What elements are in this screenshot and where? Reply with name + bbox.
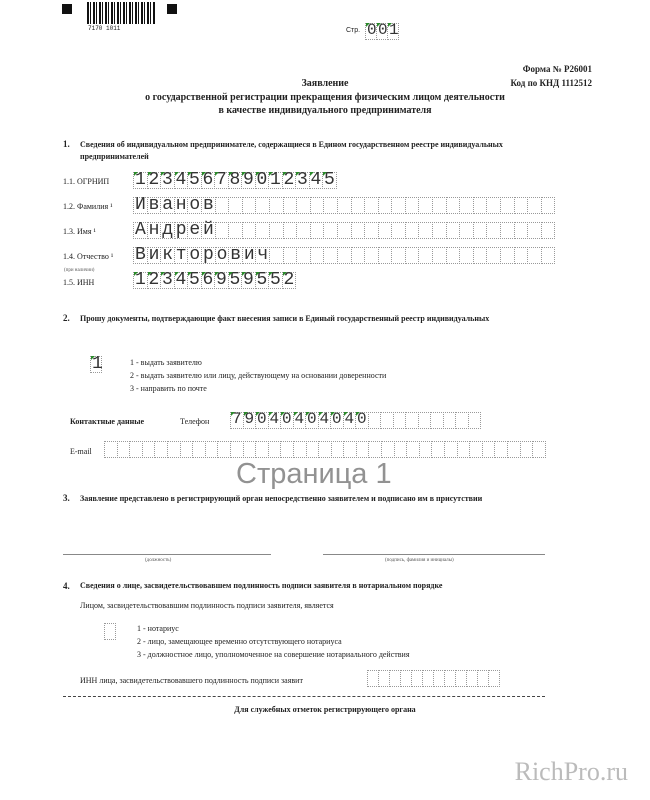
field-cell: [296, 197, 311, 214]
checkmark-icon: [188, 272, 192, 276]
name-field[interactable]: [133, 222, 554, 239]
doc-subtitle-2: в качестве индивидуального предпринимателя: [218, 105, 432, 116]
field-cell: [280, 441, 294, 458]
field-cell: [255, 222, 270, 239]
ogrnip-label: 1.1. ОГРНИП: [63, 177, 110, 186]
field-cell: [364, 247, 379, 264]
field-cell: [486, 247, 501, 264]
field-cell: [473, 197, 488, 214]
notary-inn-label: ИНН лица, засвидетельствовавшего подлинность подписи заявит: [80, 676, 303, 685]
field-cell: [443, 412, 457, 429]
section-2-number: 2.: [63, 313, 70, 323]
field-cell: [351, 247, 366, 264]
field-cell: [318, 441, 332, 458]
field-cell: [459, 197, 474, 214]
field-cell: [117, 441, 131, 458]
field-cell: [459, 247, 474, 264]
field-cell: [391, 247, 406, 264]
field-cell: [380, 412, 394, 429]
field-value: Андрей: [135, 220, 217, 240]
field-cell: [494, 441, 508, 458]
field-cell: [500, 222, 515, 239]
field-cell: [228, 222, 243, 239]
field-cell: [296, 247, 311, 264]
field-cell: [520, 441, 534, 458]
barcode: [87, 2, 155, 24]
checkmark-icon: [134, 272, 138, 276]
checkmark-icon: [202, 172, 206, 176]
checkmark-icon: [388, 23, 392, 27]
checkmark-icon: [148, 172, 152, 176]
delivery-option-3: 3 - направить по почте: [130, 384, 207, 393]
contacts-label: Контактные данные: [70, 417, 145, 426]
section-1-title: Сведения об индивидуальном предпринимателе, содержащиеся в Едином государственном реестре индивидуальных предпринимателей: [80, 140, 503, 161]
inn-field[interactable]: [133, 270, 298, 290]
checkmark-icon: [306, 412, 310, 416]
field-cell: [468, 412, 482, 429]
field-cell: [269, 247, 284, 264]
field-cell: [418, 412, 432, 429]
field-cell: [406, 441, 420, 458]
surname-label: 1.2. Фамилия ¹: [63, 202, 113, 211]
signature-line[interactable]: [323, 554, 545, 555]
section-3-title: Заявление представлено в регистрирующий орган непосредственно заявителем и подписано им в присутствии: [80, 494, 483, 503]
field-cell: [482, 441, 496, 458]
checkmark-icon: [148, 272, 152, 276]
field-cell: [541, 247, 556, 264]
checkmark-icon: [283, 272, 287, 276]
field-cell: [255, 197, 270, 214]
divider: [63, 696, 545, 697]
checkmark-icon: [377, 23, 381, 27]
field-cell: [459, 222, 474, 239]
checkmark-icon: [161, 172, 165, 176]
email-label: E-mail: [70, 447, 92, 456]
section-4-number: 4.: [63, 581, 70, 591]
field-cell: [527, 247, 542, 264]
field-cell: [337, 197, 352, 214]
field-cell: [243, 441, 257, 458]
delivery-option-2: 2 - выдать заявителю или лицу, действующему на основании доверенности: [130, 371, 387, 380]
field-cell: [351, 197, 366, 214]
checkmark-icon: [188, 172, 192, 176]
field-cell: [473, 222, 488, 239]
inn-label: 1.5. ИНН: [63, 278, 95, 287]
field-cell: [310, 247, 325, 264]
field-cell: [432, 247, 447, 264]
registration-mark: [62, 4, 72, 14]
field-cell: [393, 412, 407, 429]
field-cell: [283, 222, 298, 239]
position-caption: (должность): [145, 558, 172, 563]
field-cell: [432, 222, 447, 239]
checkmark-icon: [283, 172, 287, 176]
field-value: 1: [92, 354, 104, 374]
field-cell: [242, 222, 257, 239]
field-cell: [405, 222, 420, 239]
field-cell: [514, 222, 529, 239]
checkmark-icon: [269, 172, 273, 176]
field-cell: [378, 197, 393, 214]
field-cell: [104, 623, 116, 640]
field-cell: [180, 441, 194, 458]
field-cell: [532, 441, 546, 458]
position-line[interactable]: [63, 554, 271, 555]
field-cell: [368, 441, 382, 458]
field-cell: [364, 197, 379, 214]
field-cell: [323, 197, 338, 214]
checkmark-icon: [319, 412, 323, 416]
field-cell: [514, 197, 529, 214]
page-number-field[interactable]: [365, 21, 401, 40]
field-cell: [230, 441, 244, 458]
field-cell: [351, 222, 366, 239]
field-cell: [419, 441, 433, 458]
field-value: 123456789012345: [135, 170, 338, 190]
registration-mark: [167, 4, 177, 14]
field-cell: [500, 247, 515, 264]
field-cell: [473, 247, 488, 264]
field-cell: [310, 197, 325, 214]
field-cell: [486, 197, 501, 214]
field-cell: [293, 441, 307, 458]
checkmark-icon: [161, 272, 165, 276]
checkmark-icon: [175, 272, 179, 276]
field-cell: [167, 441, 181, 458]
checkmark-icon: [229, 272, 233, 276]
field-cell: [457, 441, 471, 458]
field-cell: [378, 222, 393, 239]
checkmark-icon: [281, 412, 285, 416]
doc-title: Заявление: [301, 78, 349, 89]
checkmark-icon: [331, 412, 335, 416]
checkmark-icon: [244, 412, 248, 416]
ogrnip-field[interactable]: [133, 172, 336, 189]
field-cell: [527, 197, 542, 214]
field-cell: [405, 197, 420, 214]
field-cell: [541, 222, 556, 239]
name-label: 1.3. Имя ¹: [63, 227, 96, 236]
field-cell: [269, 222, 284, 239]
section-2-title: Прошу документы, подтверждающие факт внесения записи в Единый государственный реестр индивидуальных: [80, 314, 490, 323]
field-cell: [364, 222, 379, 239]
checkmark-icon: [256, 172, 260, 176]
field-cell: [391, 222, 406, 239]
field-cell: [323, 247, 338, 264]
field-cell: [418, 222, 433, 239]
page-watermark: Страница 1: [236, 458, 392, 490]
checkmark-icon: [296, 172, 300, 176]
checkmark-icon: [256, 412, 260, 416]
document-delivery-choice[interactable]: [90, 354, 104, 374]
field-cell: [488, 670, 500, 687]
checkmark-icon: [134, 172, 138, 176]
checkmark-icon: [215, 272, 219, 276]
field-cell: [129, 441, 143, 458]
phone-field[interactable]: [230, 412, 480, 429]
field-cell: [405, 412, 419, 429]
field-cell: [142, 441, 156, 458]
checkmark-icon: [323, 172, 327, 176]
field-value: Иванов: [135, 195, 217, 215]
checkmark-icon: [344, 412, 348, 416]
barcode-number: 7170 1011: [88, 25, 121, 32]
notary-inn-field[interactable]: [367, 670, 499, 687]
field-cell: [381, 441, 395, 458]
site-watermark: RichPro.ru: [514, 757, 628, 786]
field-cell: [215, 222, 230, 239]
field-cell: [405, 247, 420, 264]
delivery-option-1: 1 - выдать заявителю: [130, 358, 202, 367]
phone-label: Телефон: [180, 417, 210, 426]
field-cell: [356, 441, 370, 458]
field-cell: [228, 197, 243, 214]
field-cell: [455, 412, 469, 429]
field-cell: [283, 197, 298, 214]
field-cell: [255, 441, 269, 458]
field-cell: [391, 197, 406, 214]
field-cell: [154, 441, 168, 458]
field-cell: [486, 222, 501, 239]
section-3-number: 3.: [63, 493, 70, 503]
knd-code: Код по КНД 1112512: [510, 78, 592, 88]
field-cell: [418, 247, 433, 264]
field-cell: [394, 441, 408, 458]
field-cell: [527, 222, 542, 239]
field-cell: [541, 197, 556, 214]
field-value: Викторович: [135, 245, 272, 265]
optional-note: (при наличии): [64, 268, 95, 273]
field-cell: [323, 222, 338, 239]
field-cell: [430, 412, 444, 429]
field-cell: [418, 197, 433, 214]
checkmark-icon: [356, 412, 360, 416]
form-number: Форма № Р26001: [522, 64, 592, 74]
checkmark-icon: [229, 172, 233, 176]
doc-subtitle-1: о государственной регистрации прекращения физическим лицом деятельности: [145, 92, 505, 103]
field-cell: [217, 441, 231, 458]
field-cell: [469, 441, 483, 458]
field-cell: [192, 441, 206, 458]
page-label: Стр.: [346, 27, 361, 34]
field-cell: [205, 441, 219, 458]
checkmark-icon: [366, 23, 370, 27]
field-cell: [444, 441, 458, 458]
field-cell: [283, 247, 298, 264]
checkmark-icon: [202, 272, 206, 276]
patronymic-field[interactable]: [133, 247, 554, 264]
field-cell: [446, 247, 461, 264]
notary-option-3: 3 - должностное лицо, уполномоченное на совершение нотариального действия: [137, 650, 410, 659]
signature-caption: (подпись, фамилия и инициалы): [385, 558, 454, 563]
field-cell: [337, 247, 352, 264]
checkmark-icon: [231, 412, 235, 416]
field-cell: [378, 247, 393, 264]
checkmark-icon: [269, 272, 273, 276]
section-4-subtitle: Лицом, засвидетельствовавшим подлинность подписи заявителя, является: [80, 601, 334, 610]
email-field[interactable]: [104, 441, 545, 458]
field-value: 123456959552: [135, 270, 298, 290]
field-cell: [215, 197, 230, 214]
field-cell: [310, 222, 325, 239]
field-value: 79040404040: [232, 410, 370, 428]
checkmark-icon: [294, 412, 298, 416]
delivery-options: [130, 356, 386, 395]
field-cell: [104, 441, 118, 458]
checkmark-icon: [269, 412, 273, 416]
notary-type-choice[interactable]: [104, 623, 115, 640]
field-cell: [331, 441, 345, 458]
field-cell: [446, 197, 461, 214]
checkmark-icon: [91, 356, 95, 360]
field-cell: [296, 222, 311, 239]
field-cell: [446, 222, 461, 239]
official-marks-label: Для служебных отметок регистрирующего органа: [234, 705, 416, 714]
field-cell: [432, 197, 447, 214]
checkmark-icon: [175, 172, 179, 176]
checkmark-icon: [256, 272, 260, 276]
field-cell: [337, 222, 352, 239]
checkmark-icon: [242, 172, 246, 176]
section-1-number: 1.: [63, 139, 70, 149]
notary-option-1: 1 - нотариус: [137, 624, 179, 633]
notary-option-2: 2 - лицо, замещающее временно отсутствующего нотариуса: [137, 637, 342, 646]
patronymic-label: 1.4. Отчество ¹: [63, 252, 114, 261]
field-cell: [507, 441, 521, 458]
notary-options: [137, 622, 410, 661]
field-cell: [514, 247, 529, 264]
field-cell: [431, 441, 445, 458]
field-cell: [268, 441, 282, 458]
checkmark-icon: [242, 272, 246, 276]
field-cell: [343, 441, 357, 458]
checkmark-icon: [310, 172, 314, 176]
checkmark-icon: [215, 172, 219, 176]
field-cell: [306, 441, 320, 458]
section-4-title: Сведения о лице, засвидетельствовавшем подлинность подписи заявителя в нотариальном порядке: [80, 581, 443, 590]
field-cell: [500, 197, 515, 214]
field-cell: [269, 197, 284, 214]
field-value: 001: [367, 21, 401, 39]
field-cell: [242, 197, 257, 214]
surname-field[interactable]: [133, 197, 554, 214]
